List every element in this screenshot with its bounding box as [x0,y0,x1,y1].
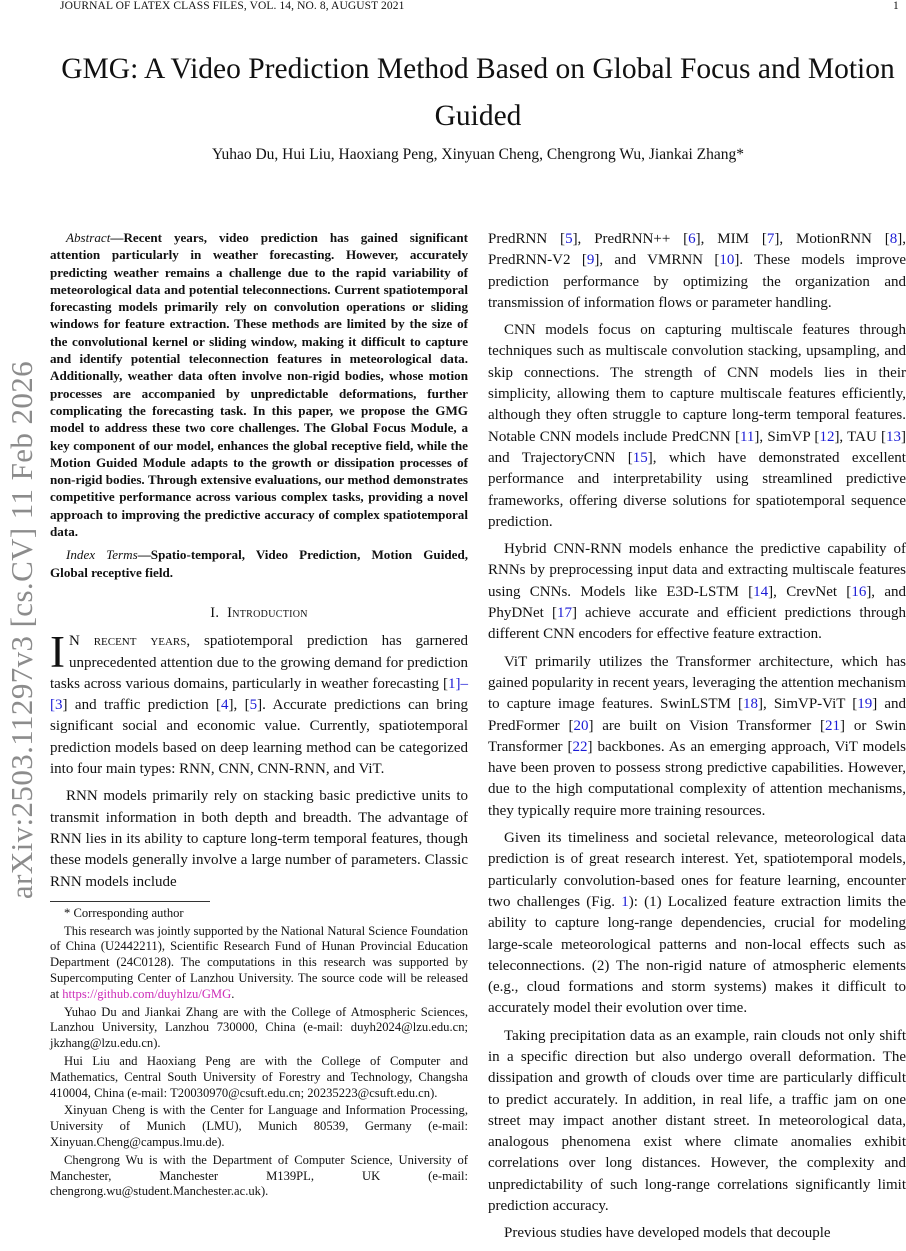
page-number: 1 [893,0,899,12]
section-heading-introduction: I. Introduction [210,604,308,621]
citation-link[interactable]: 1]–[3 [50,675,468,714]
challenges-paragraph: Given its timeliness and societal relevance, meteorological data prediction is of great research interest. Yet, spatiotemporal models, particularly convolution-based ones for feature learning, encounter two challenges (Fig. 1): (1) Localized feature extraction limits the ability to capture long-range dependencies, crucial for modeling large-scale meteorological patterns and non-local effects such as teleconnections. (2) The non-rigid nature of atmospheric elements (e.g., cloud formations and storm systems) makes it difficult to accurately model their evolution over time. [488,830,906,1017]
arxiv-stamp-container [2,320,42,940]
dropcap: I [50,627,65,678]
citation-link[interactable]: 5 [249,697,258,714]
citation-link[interactable]: 8 [889,231,898,247]
citation-link[interactable]: 5 [565,231,573,247]
citation-link[interactable]: 20 [573,717,589,734]
index-terms-text: —Spatio-temporal, Video Prediction, Motion Guided, Global receptive field. [50,547,469,580]
left-column [50,229,468,1202]
citation-link[interactable]: 22 [572,738,588,755]
running-header: JOURNAL OF LATEX CLASS FILES, VOL. 14, NO. 8, AUGUST 2021 [60,0,405,12]
citation-link[interactable]: 19 [857,696,873,713]
abstract-text: —Recent years, video prediction has gained significant attention particularly in weather forecasting. However, accurately predicting weather remains a challenge due to the rapid variability of meteorological data and potential teleconnections. Current spatiotemporal forecasting models primarily rely on convolution operations or sliding windows for feature extraction. These methods are limited by the size of the convolutional kernel or sliding window, making it difficult to capture and identify potential teleconnection features in meteorological data. Additionally, weather data often involve non-rigid bodies, whose motion processes are accompanied by unpredictable deformations, further complicating the forecasting task. In this paper, we propose the GMG model to address these two core challenges. The Global Focus Module, a key component of our model, enhances the global receptive field, while the Motion Guided Module adapts to the growth or dissipation processes of non-rigid bodies. Through extensive evaluations, our method demonstrates competitive performance across various complex tasks, providing a novel approach to improving the predictive accuracy of complex spatiotemporal data. [50,230,468,540]
abstract-label: Abstract [66,230,111,245]
footnote-support: This research was jointly supported by the National Natural Science Foundation of China (U2442211), Scientific Research Fund of Hunan Provincial Education Department (24C0128). The computations in this research was supported by Supercomputing Center of Lanzhou University. The source code will be released at https://github.com/duyhlzu/GMG. [50,923,468,1001]
figure-link[interactable]: 1 [621,893,629,910]
index-terms-label: Index Terms [66,547,138,563]
paper-title: GMG: A Video Prediction Method Based on Global Focus and Motion Guided [61,53,895,132]
intro-paragraph-1: I N recent years, spatiotemporal prediction has garnered unprecedented attention due to the growing demand for prediction tasks across various domains, particularly in weather forecasting [1]–[3] and traffic prediction [4], [5]. Accurate predictions can bring significant social and economic value. Currently, spatiotemporal prediction models based on deep learning method can be categorized into four main types: RNN, CNN, CNN-RNN, and ViT. [50,627,469,778]
footnote-corresponding: * Corresponding author [64,905,184,920]
citation-link[interactable]: 10 [719,252,735,269]
citation-link[interactable]: 15 [632,449,648,466]
footnote-affiliation: Yuhao Du and Jiankai Zhang are with the College of Atmospheric Sciences, Lanzhou University, Lanzhou 730000, China (e-mail: duyh2024@lzu.edu.cn; jkzhang@lzu.edu.cn). [50,1004,468,1051]
citation-link[interactable]: 4 [221,697,229,714]
author-list: Yuhao Du, Hui Liu, Haoxiang Peng, Xinyuan Cheng, Chengrong Wu, Jiankai Zhang* [211,146,745,163]
footnote-affiliation: Xinyuan Cheng is with the Center for Language and Information Processing, University of Munich (LMU), Munich 80539, Germany (e-mail: Xinyuan.Cheng@campus.lmu.de). [50,1103,468,1149]
abstract [50,229,468,540]
precipitation-paragraph: Taking precipitation data as an example, rain clouds not only shift in a specific direction but also undergo overall deformation. The dissipation and growth of clouds over time are particularly difficult to predict accurately. In addition, in real life, a traffic jam on one street may impact another distant street. In meteorological data, analogous phenomena exist where climate anomalies exhibit correlations over long distances. However, the complexity and unpredictability of such long-range correlations significantly limit prediction accuracy. [488,1027,906,1215]
citation-link[interactable]: 7 [766,231,775,247]
rnn-models-paragraph: PredRNN [5], PredRNN++ [6], MIM [7], MotionRNN [8], PredRNN-V2 [9], and VMRNN [10]. These models improve prediction performance by optimizing the organization and transmission of information flows or parameter handling. [488,231,906,311]
citation-link[interactable]: 13 [886,428,901,445]
citation-link[interactable]: 16 [851,583,867,600]
citation-link[interactable]: 6 [688,231,696,247]
footnote-affiliation: Hui Liu and Haoxiang Peng are with the College of Computer and Mathematics, Central South University of Forestry and Technology, Changsha 410004, China (e-mail: T20030970@csuft.edu.cn; 20235223@csuft.edu.cn). [50,1053,468,1100]
source-code-link[interactable]: https://github.com/duyhlzu/GMG [62,986,232,1001]
citation-link[interactable]: 9 [586,252,595,269]
previous-studies-paragraph: Previous studies have developed models that decouple [504,1225,831,1242]
citation-link[interactable]: 17 [556,605,572,622]
intro-paragraph-2: RNN models primarily rely on stacking basic predictive units to transmit information in both depth and breadth. The advantage of RNN lies in its ability to capture long-term temporal features, though these models generally involve a large number of parameters. Classic RNN models include [50,788,468,890]
citation-link[interactable]: 12 [819,428,835,445]
citation-link[interactable]: 18 [742,696,758,713]
cnn-models-paragraph: CNN models focus on capturing multiscale features through techniques such as multiscale convolution stacking, upsampling, and skip connections. The strength of CNN models lies in their simplicity, allowing them to capture multiscale features efficiently, although they often struggle to capture long-term temporal features. Notable CNN models include PredCNN [11], SimVP [12], TAU [13] and TrajectoryCNN [15], which have demonstrated excellent performance and interpretability using streamlined predictive frameworks, offering diverse solutions for spatiotemporal sequence prediction. [488,322,906,530]
citation-link[interactable]: 21 [825,717,841,734]
vit-models-paragraph: ViT primarily utilizes the Transformer architecture, which has gained popularity in recent years, leveraging the attention mechanism to capture image features. SwinLSTM [18], SimVP-ViT [19] and PredFormer [20] are built on Vision Transformer [21] or Swin Transformer [22] backbones. As an emerging approach, ViT models have been proven to possess strong predictive capabilities. However, due to the high computational complexity of attention mechanisms, they typically require more training resources. [488,653,906,819]
citation-link[interactable]: 11 [739,428,755,445]
footnote-rule [50,901,210,902]
right-column [488,229,906,1251]
citation-link[interactable]: 14 [753,583,769,600]
footnote-affiliation: Chengrong Wu is with the Department of Computer Science, University of Manchester, Manchester M139PL, UK (e-mail: chengrong.wu@student.Manchester.ac.uk). [50,1152,468,1199]
arxiv-stamp: arXiv:2503.11297v3 [cs.CV] 11 Feb 2026 [4,360,39,900]
hybrid-models-paragraph: Hybrid CNN-RNN models enhance the predictive capability of RNNs by preprocessing input data and extracting multiscale features using CNNs. Models like E3D-LSTM [14], CrevNet [16], and PhyDNet [17] achieve accurate and efficient predictions through different CNN encoders for effective feature extraction. [488,541,906,643]
index-terms [50,546,468,581]
